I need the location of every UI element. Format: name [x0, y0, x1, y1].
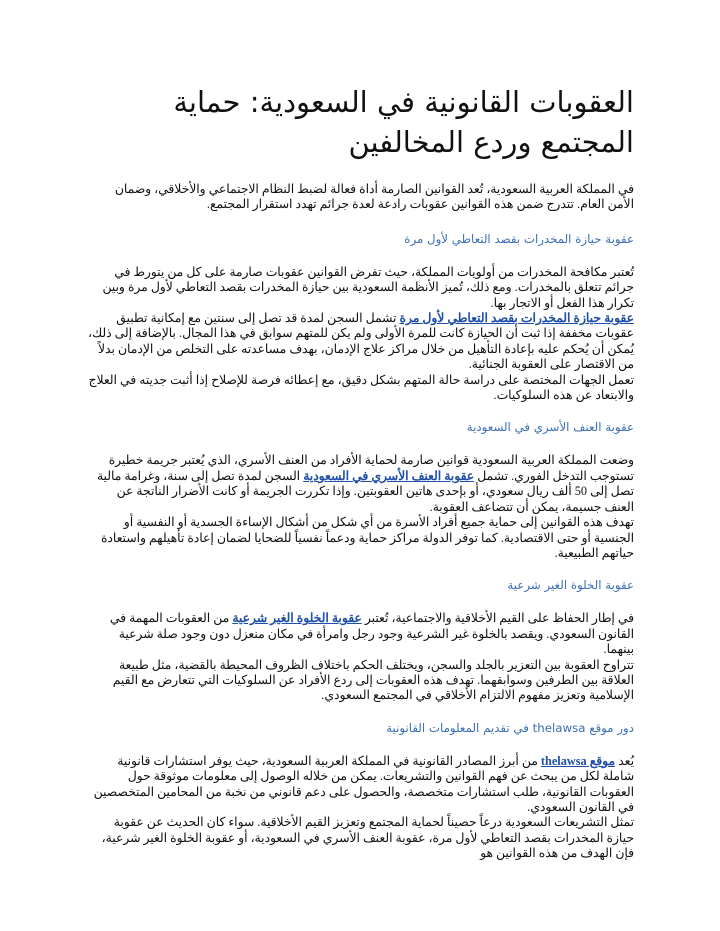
khulwa-p1-after: من العقوبات المهمة في القانون السعودي. ويقصد بالخلوة غير الشرعية وجود رجل وامرأة في مكان منعزل دون وجود صلة شرعية بينهما. [109, 611, 634, 657]
khulwa-paragraph-1 [86, 611, 634, 657]
drugs-paragraph-1: تُعتبر مكافحة المخدرات من أولويات المملكة، حيث تفرض القوانين عقوبات صارمة على كل من يتورط في جرائم تتعلق بالمخدرات. ومع ذلك، تُميز الأنظمة السعودية بين حيازة المخدرات بقصد التعاطي لأول مرة وبين تكرار هذا الفعل أو الاتجار بها. [102, 264, 634, 310]
section-heading-domestic-violence: عقوبة العنف الأسري في السعودية [466, 420, 634, 435]
violence-paragraph-2: تهدف هذه القوانين إلى حماية جميع أفراد الأسرة من أي شكل من أشكال الإساءة الجسدية أو النفسية أو الجنسية أو حتى الاقتصادية. كما توفر الدولة مراكز حماية ودعماً نفسياً للضحايا لضمان إعادة تأهيلهم واستعادة حياتهم الطبيعية. [100, 515, 634, 560]
drugs-paragraph-2-text: تشمل السجن لمدة قد تصل إلى سنتين مع إمكانية تطبيق عقوبات مخففة إذا ثبت أن الحيازة كانت للمرة الأولى ولم يكن للمتهم سوابق في هذا المجال. بالإضافة إلى ذلك، يُمكن أن يُحكم عليه بإعادة التأهيل من خلال مراكز علاج الإدمان، بهدف مساعدته على التخلص من الإدمان بدلاً من الاقتصار على العقوبة الجنائية. [87, 311, 634, 372]
khulwa-paragraph-2: تتراوح العقوبة بين التعزير بالجلد والسجن، ويختلف الحكم باختلاف الظروف المحيطة بالقضية، مثل طبيعة العلاقة بين الطرفين وسوابقهما. تهدف هذه العقوبات إلى ردع الأفراد عن السلوكيات التي تتعارض مع القيم الإسلامية وتعزيز مفهوم الالتزام الأخلاقي في المجتمع السعودي. [112, 657, 634, 703]
link-thelawsa-site[interactable]: موقع thelawsa [540, 753, 616, 768]
intro-paragraph: في المملكة العربية السعودية، تُعد القوانين الصارمة أداة فعالة لضبط النظام الاجتماعي والأخلاقي، وضمان الأمن العام. تتدرج ضمن هذه القوانين عقوبات رادعة لعدة جرائم تهدد استقرار المجتمع. [114, 182, 634, 212]
section-thelawsa [86, 720, 634, 862]
drugs-paragraph-3: تعمل الجهات المختصة على دراسة حالة المتهم بشكل دقيق، مع إعطائه فرصة للإصلاح إذا أثبت جديته في العلاج والابتعاد عن هذه السلوكيات. [88, 372, 634, 403]
violence-p1-before: وضعت المملكة العربية السعودية قوانين صارمة لحماية الأفراد من العنف الأسري، الذي يُعتبر جريمة خطيرة تستوجب التدخل الفوري. تشمل [108, 453, 634, 483]
link-domestic-violence-penalty[interactable]: عقوبة العنف الأسري في السعودية [303, 468, 475, 483]
section-domestic-violence [86, 419, 634, 561]
violence-paragraph-1 [86, 453, 634, 515]
thelawsa-paragraph-1 [86, 754, 634, 816]
page-title: العقوبات القانونية في السعودية: حماية المجتمع وردع المخالفين [173, 85, 634, 159]
thelawsa-p1-before: يُعد [615, 753, 634, 768]
conclusion-paragraph: تمثل التشريعات السعودية درعاً حصيناً لحماية المجتمع وتعزيز القيم الأخلاقية. سواء كان الحديث عن عقوبة حيازة المخدرات بقصد التعاطي لأول مرة، عقوبة العنف الأسري في السعودية، أو عقوبة الخلوة الغير شرعية، فإن الهدف من هذه القوانين هو [101, 815, 634, 861]
violence-p1-after: السجن لمدة تصل إلى سنة، وغرامة مالية تصل إلى 50 ألف ريال سعودي، أو بإحدى هاتين العقوبتين. وإذا تكررت الجريمة أو كانت الأضرار الناتجة عن العنف جسيمة، يمكن أن تتضاعف العقوبة. [96, 468, 634, 514]
link-khulwa-penalty[interactable]: عقوبة الخلوة الغير شرعية [232, 611, 362, 626]
section-drugs [86, 231, 634, 404]
section-heading-drugs: عقوبة حيازة المخدرات بقصد التعاطي لأول مرة [404, 231, 634, 246]
khulwa-p1-before: في إطار الحفاظ على القيم الأخلاقية والاجتماعية، تُعتبر [361, 611, 634, 626]
section-heading-khulwa: عقوبة الخلوة الغير شرعية [507, 578, 634, 593]
section-heading-thelawsa: دور موقع thelawsa في تقديم المعلومات القانونية [386, 720, 634, 735]
drugs-paragraph-2 [86, 311, 634, 373]
link-drugs-penalty[interactable]: عقوبة حيازة المخدرات بقصد التعاطي لأول مرة [399, 311, 634, 326]
thelawsa-p1-after: من أبرز المصادر القانونية في المملكة العربية السعودية، حيث يوفر استشارات قانونية شاملة لكل من يبحث عن فهم القوانين والتشريعات. يمكن من خلاله الوصول إلى معلومات موثوقة حول العقوبات القانونية، طلب استشارات متخصصة، والحصول على دعم قانوني من نخبة من المحامين المتخصصين في القانون السعودي. [93, 753, 634, 814]
section-khulwa [86, 577, 634, 703]
